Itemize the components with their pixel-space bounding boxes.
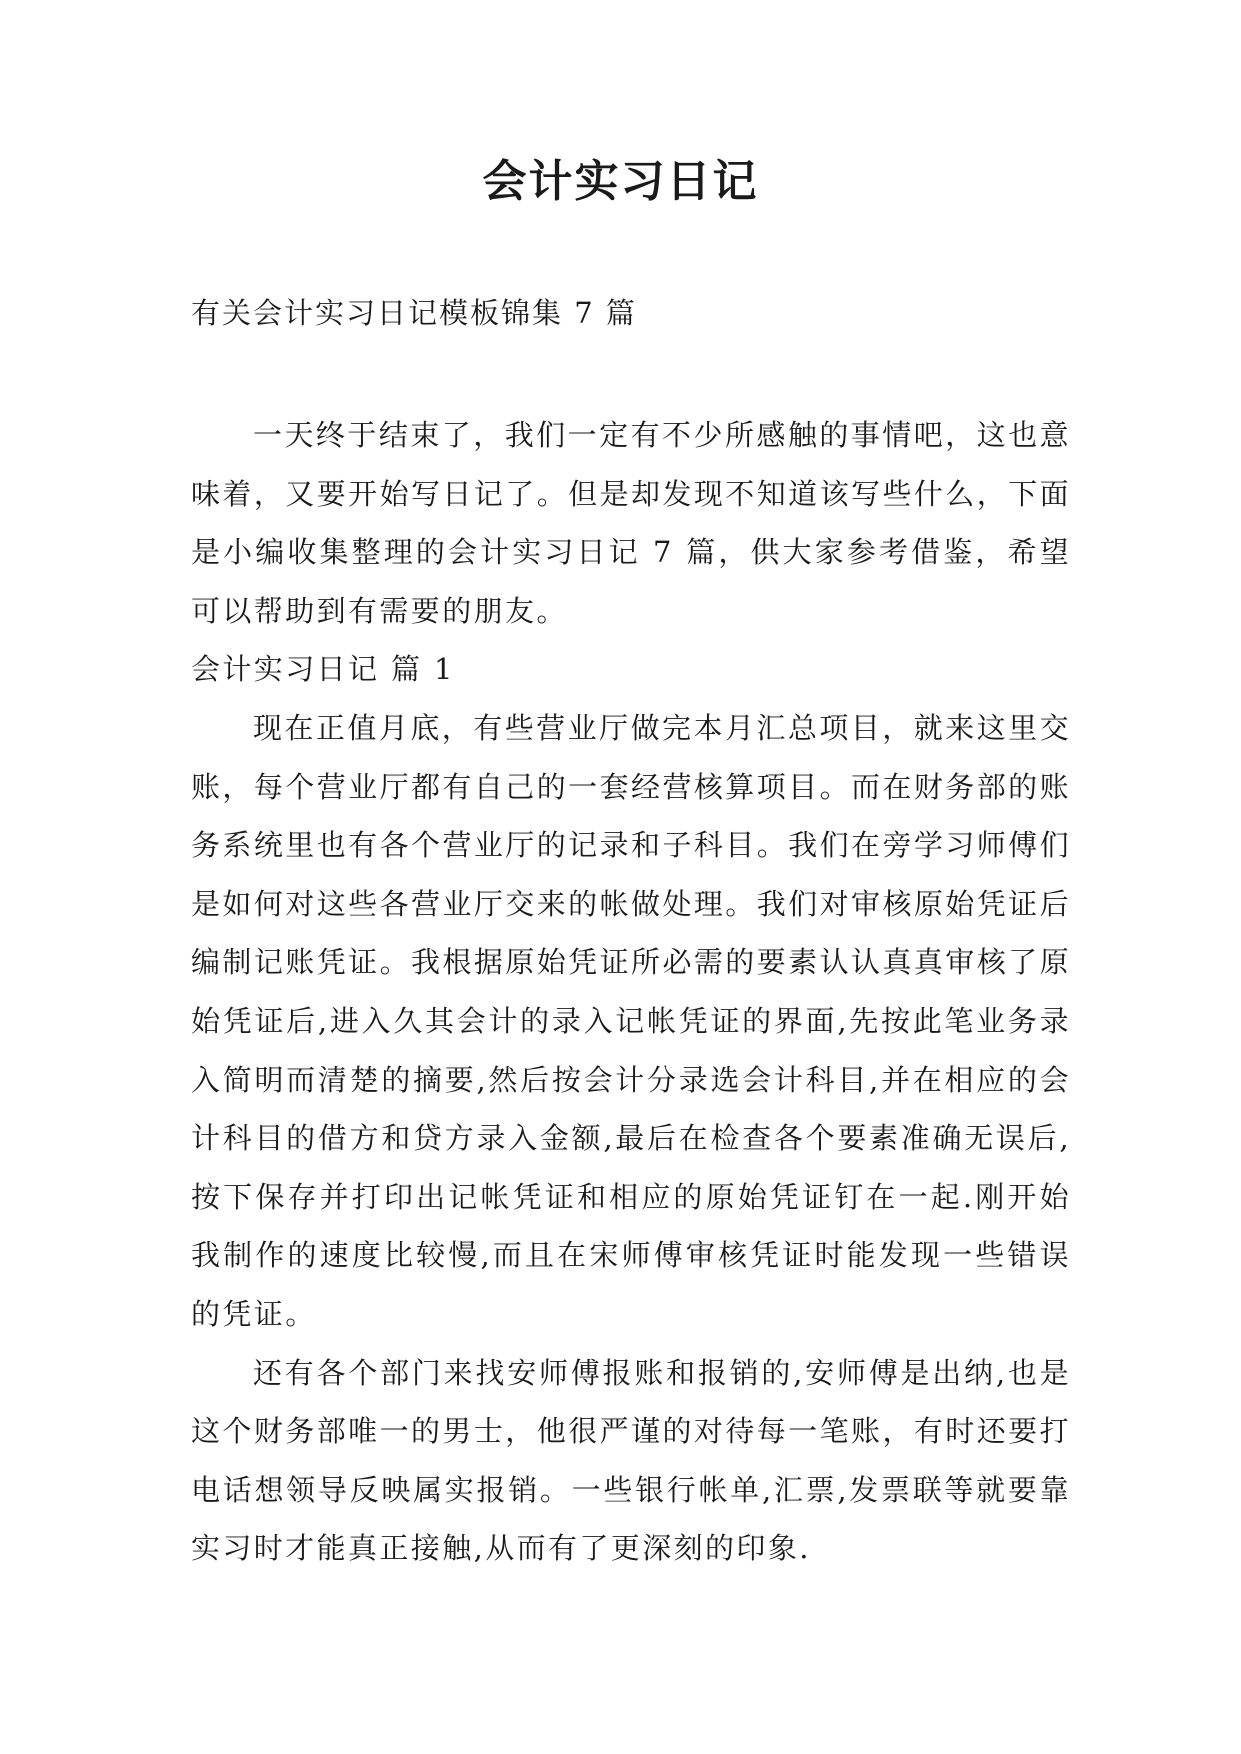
document-title: 会计实习日记 [482, 156, 759, 207]
document-body [191, 406, 1071, 1578]
body-paragraph-2: 还有各个部门来找安师傅报账和报销的,安师傅是出纳,也是这个财务部唯一的男士，他很严谨的对待每一笔账，有时还要打电话想领导反映属实报销。一些银行帐单,汇票,发票联等就要靠实习时才能真正接触,从而有了更深刻的印象. [191, 1355, 1071, 1566]
section-heading: 会计实习日记 篇 1 [191, 652, 455, 687]
intro-paragraph: 一天终于结束了，我们一定有不少所感触的事情吧，这也意味着，又要开始写日记了。但是却发现不知道该写些什么，下面是小编收集整理的会计实习日记 7 篇，供大家参考借鉴，希望可以帮助到有需要的朋友。 [191, 418, 1071, 628]
document-subtitle: 有关会计实习日记模板锦集 7 篇 [191, 296, 637, 330]
body-paragraph-1: 现在正值月底，有些营业厅做完本月汇总项目，就来这里交账，每个营业厅都有自己的一套经营核算项目。而在财务部的账务系统里也有各个营业厅的记录和子科目。我们在旁学习师傅们是如何对这些各营业厅交来的帐做处理。我们对审核原始凭证后编制记账凭证。我根据原始凭证所必需的要素认认真真审核了原始凭证后,进入久其会计的录入记帐凭证的界面,先按此笔业务录入简明而清楚的摘要,然后按会计分录选会计科目,并在相应的会计科目的借方和贷方录入金额,最后在检查各个要素准确无误后,按下保存并打印出记帐凭证和相应的原始凭证钉在一起.刚开始我制作的速度比较慢,而且在宋师傅审核凭证时能发现一些错误的凭证。 [191, 710, 1071, 1331]
